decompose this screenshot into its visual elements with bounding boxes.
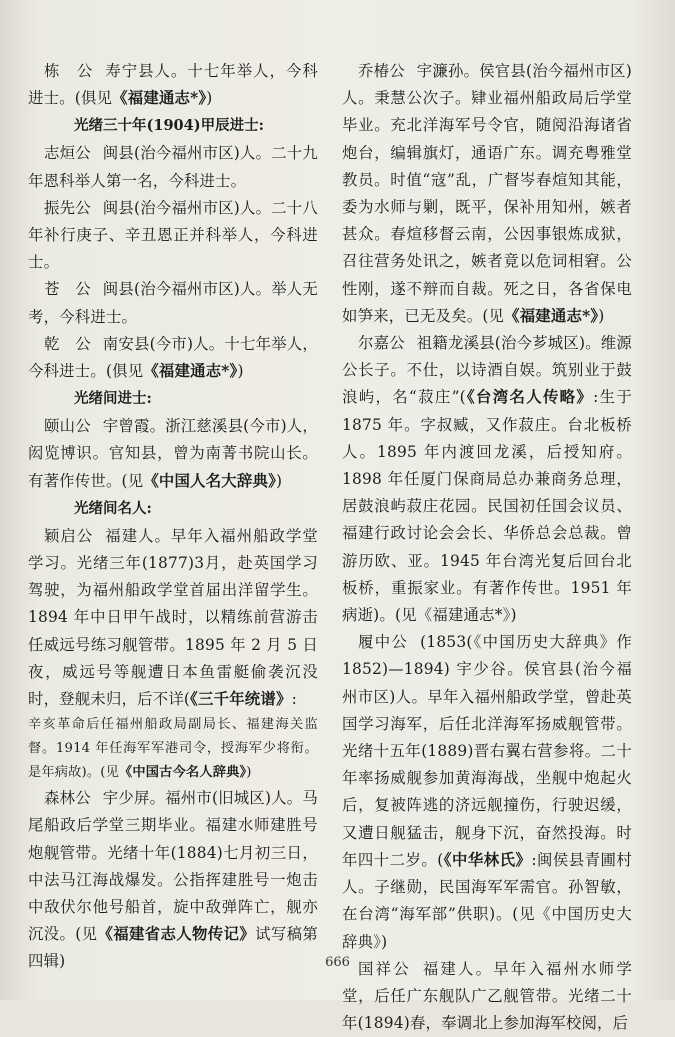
section-heading: 光绪三十年(1904)甲辰进士: [74, 117, 264, 135]
entry-text: 宇濂孙。侯官县(治今福州市区)人。秉慧公次子。肄业福州船政局后学堂毕业。充北洋海军号令官，随阅沿海诸省炮台，编辑旗灯，通语广东。调充粤雅堂教员。时值“寇”乱，广督岑春煊知其能，委为水师与剿，既平，保补用知州，嫉者甚众。春煊移督云南，公因事银炼成狱，召往营务处讯之，嫉者竟以危词相窘。公性刚，遂不辩而自裁。死之日，各省保电如笋来，已无及矣。(见 [342, 62, 632, 325]
entry-note: :闽侯县青圃村人。子继勋，民国海军军需官。孙智敏，在台湾“海军部”供职)。(见《中国历史大辞典》) [342, 850, 632, 951]
entry-dong [28, 58, 318, 112]
entry-qiaochun [342, 58, 632, 330]
source-title: 《中国人名大辞典》 [143, 471, 276, 490]
entry-text: 祖籍龙溪县(治今芗城区)。维源公长子。不仕，以诗酒自娱。筑别业于鼓浪屿，名“菽庄”( [342, 334, 632, 407]
entry-text: 闽县(治今福州市区)人。举人无考，今科进士。 [28, 280, 318, 326]
source-title: 《福建通志*》 [112, 89, 207, 108]
person-name: 履中公 [358, 633, 409, 652]
person-name: 乾 公 [44, 334, 91, 353]
entry-qian [28, 331, 318, 385]
entry-end: ) [237, 362, 244, 381]
entry-yishan [28, 413, 318, 495]
person-name: 志烜公 [44, 144, 91, 163]
source-title: 《福建省志人物传记》 [97, 925, 256, 944]
source-title: 《三千年统谱》 [190, 690, 292, 709]
note-text: 辛亥革命后任福州船政局副局长、福建海关监督。1914 年任海军军港司令，授海军少将衔。是年病故)。(见 [28, 717, 318, 781]
entry-lvzhong [342, 629, 632, 955]
note-yingqi [28, 713, 318, 785]
entry-end: ) [275, 471, 283, 490]
person-name: 振先公 [44, 198, 91, 217]
source-title: 《中国古今名人辞典》 [119, 765, 247, 781]
person-name: 颖启公 [44, 526, 94, 545]
entry-yingqi [28, 523, 318, 713]
entry-text: 寿宁县人。十七年举人，今科进士。(俱见 [28, 62, 318, 108]
entry-note: :生于 1875 年。字叔臧，又作菽庄。台北板桥人。1895 年内渡回龙溪，后授知府。1898 年任厦门保商局总办兼商务总理，居鼓浪屿菽庄花园。民国初任国会议员、福建行政讨论会会长、华侨总会总裁。曾游历欧、亚。1945 年台湾光复后回台北板桥，重振家业。有著作传世。1951 年病逝)。(见《福建通志*》) [342, 388, 632, 625]
entry-erjia [342, 330, 632, 629]
person-name: 国祥公 [358, 959, 411, 978]
entry-text: 宇少屏。福州市(旧城区)人。马尾船政后学堂三期毕业。福建水师建胜号炮舰管带。光绪十年(1884)七月初三日，中法马江海战爆发。公指挥建胜号一炮击中敌伏尔他号船首，旋中敌弹阵亡，舰亦沉没。(见 [28, 789, 318, 944]
entry-text: 闽县(治今福州市区)人。二十八年补行庚子、辛丑恩正并科举人，今科进士。 [28, 198, 318, 272]
person-name: 尔嘉公 [358, 334, 405, 353]
entry-end: ) [206, 89, 213, 108]
entry-text: 南安县(今市)人。十七年举人，今科进士。(俱见 [28, 334, 318, 381]
person-name: 乔椿公 [358, 62, 405, 80]
entry-text: 福建人。早年入福州水师学堂，后任广东舰队广乙舰管带。光绪二十年(1894)春，奉调北上参加海军校阅，后 [342, 959, 632, 1033]
source-title: 《台湾名人传略》 [465, 388, 594, 407]
section-heading: 光绪间进士: [74, 390, 152, 408]
source-title: 《福建通志*》 [143, 362, 238, 381]
entry-text: 闽县(治今福州市区)人。二十九年恩科举人第一名，今科进士。 [28, 144, 318, 190]
right-column [342, 58, 632, 1037]
entry-end: : [291, 690, 297, 709]
source-title: 《福建通志*》 [504, 306, 599, 325]
entry-zhenxian [28, 195, 318, 277]
person-name: 苍 公 [44, 280, 91, 299]
left-column [28, 58, 318, 976]
person-name: 颐山公 [44, 417, 91, 436]
entry-end: ) [598, 306, 605, 325]
person-name: 森林公 [44, 789, 91, 808]
section-heading: 光绪间名人: [74, 499, 152, 517]
entry-text: (1853(《中国历史大辞典》作 1852)—1894) 宇少谷。侯官县(治今福州市区)人。早年入福州船政学堂，曾赴英国学习海军，后任北洋海军扬威舰管带。光绪十五年(1889)晋右翼右营参将。二十年率扬威舰参加黄海海战，坐舰中炮起火后，复被阵逃的济远舰撞伤，行驶迟缓，又遭日舰猛击，舰身下沉，奋然投海。时年四十二岁。( [342, 633, 632, 869]
entry-text: 宇曾霞。浙江慈溪县(今市)人，闳览博识。官知县，曾为南菁书院山长。有著作传世。(见 [28, 417, 318, 490]
entry-senlin [28, 785, 318, 975]
entry-cang [28, 276, 318, 330]
person-name: 栋 公 [44, 62, 94, 80]
entry-end: ) [246, 765, 252, 781]
source-title: 《中华林氏》 [443, 850, 532, 869]
entry-text: 福建人。早年入福州船政学堂学习。光绪三年(1877)3月，赴英国学习驾驶，为福州船政学堂首届出洋留学生。1894 年中日甲午战时，以精练前营游击任威远号练习舰管带。1895 年 2 月 5 日夜，威远号等舰遭日本鱼雷艇偷袭沉没时，登舰未归，后不详( [28, 526, 318, 709]
entry-end: 试写稿第四辑) [28, 925, 318, 971]
entry-zhixuan [28, 140, 318, 194]
page-number: 666 [325, 955, 350, 970]
